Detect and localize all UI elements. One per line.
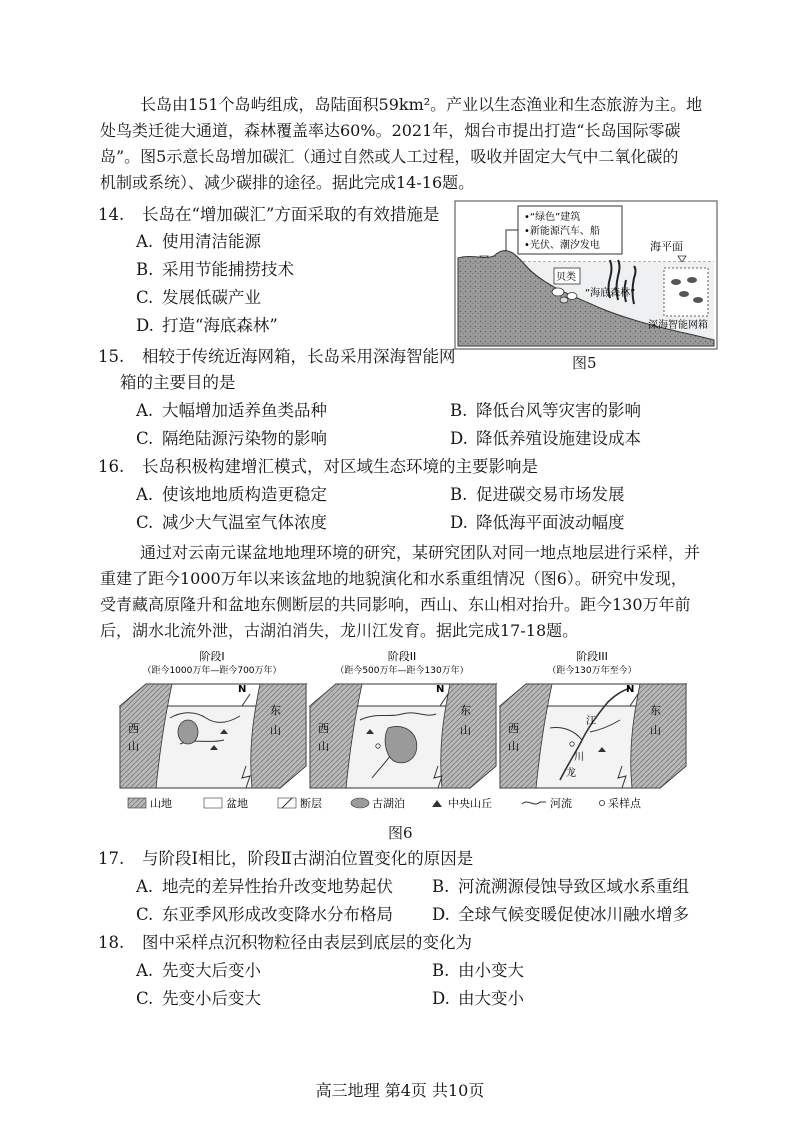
passage-2-line-3: 受青藏高原隆升和盆地东侧断层的共同影响，西山、东山相对抬升。距今130万年前	[100, 595, 691, 614]
stage-1-west-shan-label: 山	[128, 740, 139, 753]
question-16-stem: 16. 长岛积极构建增汇模式，对区域生态环境的主要影响是	[98, 457, 538, 476]
q16-option-b: B. 促进碳交易市场发展	[450, 485, 625, 504]
stage-3-east-shan-label: 山	[650, 724, 661, 737]
passage-1-line-3: 岛”。图5示意长岛增加碳汇（通过自然或人工过程，吸收并固定大气中二氧化碳的	[100, 147, 679, 166]
page-footer: 高三地理 第4页 共10页	[315, 1081, 485, 1100]
legend-sample-label: 采样点	[608, 797, 641, 810]
q16-option-c: C. 减少大气温室气体浓度	[136, 513, 327, 532]
stage-1-east-shan-label: 山	[270, 724, 281, 737]
q17-option-b: B. 河流溯源侵蚀导致区域水系重组	[432, 877, 689, 896]
q18-option-b: B. 由小变大	[432, 961, 524, 980]
legend-river-label: 河流	[550, 797, 572, 810]
q18-option-d: D. 由大变小	[432, 989, 524, 1008]
stage-2-east-label: 东	[460, 704, 471, 717]
q14-option-c: C. 发展低碳产业	[136, 288, 261, 307]
legend-lake-swatch	[351, 798, 369, 808]
question-15-stem-line-1: 15. 相较于传统近海网箱，长岛采用深海智能网	[98, 347, 456, 366]
question-18-stem: 18. 图中采样点沉积物粒径由表层到底层的变化为	[98, 933, 472, 952]
legend-lake-label: 古湖泊	[372, 797, 405, 810]
stage-2-west-label: 西	[318, 722, 329, 735]
q17-option-a: A. 地壳的差异性抬升改变地势起伏	[136, 877, 393, 896]
stage-1-name: 阶段I	[199, 650, 225, 663]
sample-point-icon	[570, 742, 574, 746]
stage-1-diagram	[120, 650, 306, 788]
sample-point-icon	[376, 744, 380, 748]
q15-option-d: D. 降低养殖设施建设成本	[450, 429, 641, 448]
figure-6-legend	[128, 796, 642, 810]
passage-2-line-2: 重建了距今1000万年以来该盆地的地貌演化和水系重组情况（图6）。研究中发现，	[100, 569, 687, 588]
shellfish-icon	[567, 293, 577, 300]
legend-sample-icon	[599, 800, 604, 805]
box-line-1: •“绿色”建筑	[524, 212, 581, 223]
figure-6-caption: 图6	[388, 824, 413, 842]
sea-level-right-marker-icon	[678, 256, 686, 262]
legend-hill-label: 中央山丘	[448, 797, 492, 810]
cage-label: 深海智能网箱	[648, 320, 708, 331]
question-17-stem: 17. 与阶段Ⅰ相比，阶段Ⅱ古湖泊位置变化的原因是	[98, 849, 474, 868]
figure-5-caption: 图5	[572, 354, 597, 372]
shellfish-icon	[560, 297, 568, 303]
stage-3-east-label: 东	[650, 704, 661, 717]
legend-basin-swatch	[204, 798, 222, 808]
legend-basin-label: 盆地	[226, 797, 248, 810]
stage-3-north-label: N	[626, 684, 635, 695]
q18-option-a: A. 先变大后变小	[136, 961, 261, 980]
stage-2-north-label: N	[436, 684, 445, 695]
q14-option-a: A. 使用清洁能源	[136, 232, 261, 251]
stage-3-river-chuan-label: 川	[574, 752, 584, 763]
box-line-2: •新能源汽车、船	[524, 226, 600, 237]
q14-option-d: D. 打造“海底森林”	[136, 316, 278, 335]
stage-3-river-jiang-label: 江	[586, 716, 596, 727]
fish-icon	[687, 277, 697, 283]
legend-river-icon	[522, 802, 546, 804]
figure-6	[110, 648, 690, 818]
stage-1-west-label: 西	[128, 722, 139, 735]
legend-fault-label: 断层	[300, 797, 322, 810]
q18-option-c: C. 先变小后变大	[136, 989, 261, 1008]
stage-2-name: 阶段II	[387, 650, 417, 663]
legend-mountain-swatch	[128, 798, 146, 808]
stage-1-ancient-lake	[178, 720, 198, 744]
q15-option-b: B. 降低台风等灾害的影响	[450, 401, 641, 420]
stage-2-diagram	[310, 650, 496, 788]
stage-3-name: 阶段III	[576, 650, 608, 663]
passage-2-line-4: 后，湖水北流外泄，古湖泊消失，龙川江发育。据此完成17-18题。	[100, 621, 579, 640]
stage-2-east-shan-label: 山	[460, 724, 471, 737]
stage-3-diagram	[500, 650, 686, 788]
passage-1-line-4: 机制或系统）、减少碳排的途径。据此完成14-16题。	[100, 173, 475, 192]
stage-1-east-label: 东	[270, 704, 281, 717]
legend-mountain-label: 山地	[150, 797, 172, 810]
shellfish-icon	[552, 288, 564, 296]
fish-icon	[693, 297, 703, 303]
stage-3-river-long-label: 龙	[566, 768, 576, 779]
q16-option-a: A. 使该地地质构造更稳定	[136, 485, 327, 504]
q15-option-a: A. 大幅增加适养鱼类品种	[136, 401, 327, 420]
question-14-stem: 14. 长岛在“增加碳汇”方面采取的有效措施是	[98, 205, 440, 224]
stage-1-range: （距今1000万年—距今700万年）	[142, 666, 282, 676]
stage-1-north-label: N	[238, 684, 247, 695]
stage-3-range: （距今130万年至今）	[547, 666, 637, 676]
q16-option-d: D. 降低海平面波动幅度	[450, 513, 625, 532]
q14-option-b: B. 采用节能捕捞技术	[136, 260, 294, 279]
stage-3-west-shan-label: 山	[508, 740, 519, 753]
q17-option-c: C. 东亚季风形成改变降水分布格局	[136, 905, 393, 924]
stage-3-west-label: 西	[508, 722, 519, 735]
stage-2-west-shan-label: 山	[318, 740, 329, 753]
box-line-3: •光伏、潮汐发电	[524, 240, 600, 251]
passage-1-line-2: 处鸟类迁徙大通道，森林覆盖率达60%。2021年，烟台市提出打造“长岛国际零碳	[100, 121, 681, 140]
stage-2-range: （距今500万年—距今130万年）	[335, 666, 469, 676]
figure-5	[454, 200, 718, 350]
shellfish-label: 贝类	[556, 272, 576, 283]
fish-icon	[671, 279, 681, 285]
sea-level-label: 海平面	[650, 240, 683, 253]
seafloor-forest-label: “海底森林”	[585, 288, 636, 299]
passage-2-line-1: 通过对云南元谋盆地地理环境的研究，某研究团队对同一地点地层进行采样，并	[140, 543, 701, 562]
passage-1-line-1: 长岛由151个岛屿组成，岛陆面积59km²。产业以生态渔业和生态旅游为主。地	[140, 95, 703, 114]
legend-hill-icon	[432, 800, 442, 807]
q17-option-d: D. 全球气候变暖促使冰川融水增多	[432, 905, 689, 924]
fish-icon	[679, 291, 689, 297]
q15-option-c: C. 隔绝陆源污染物的影响	[136, 429, 327, 448]
question-15-stem-line-2: 箱的主要目的是	[120, 373, 236, 392]
